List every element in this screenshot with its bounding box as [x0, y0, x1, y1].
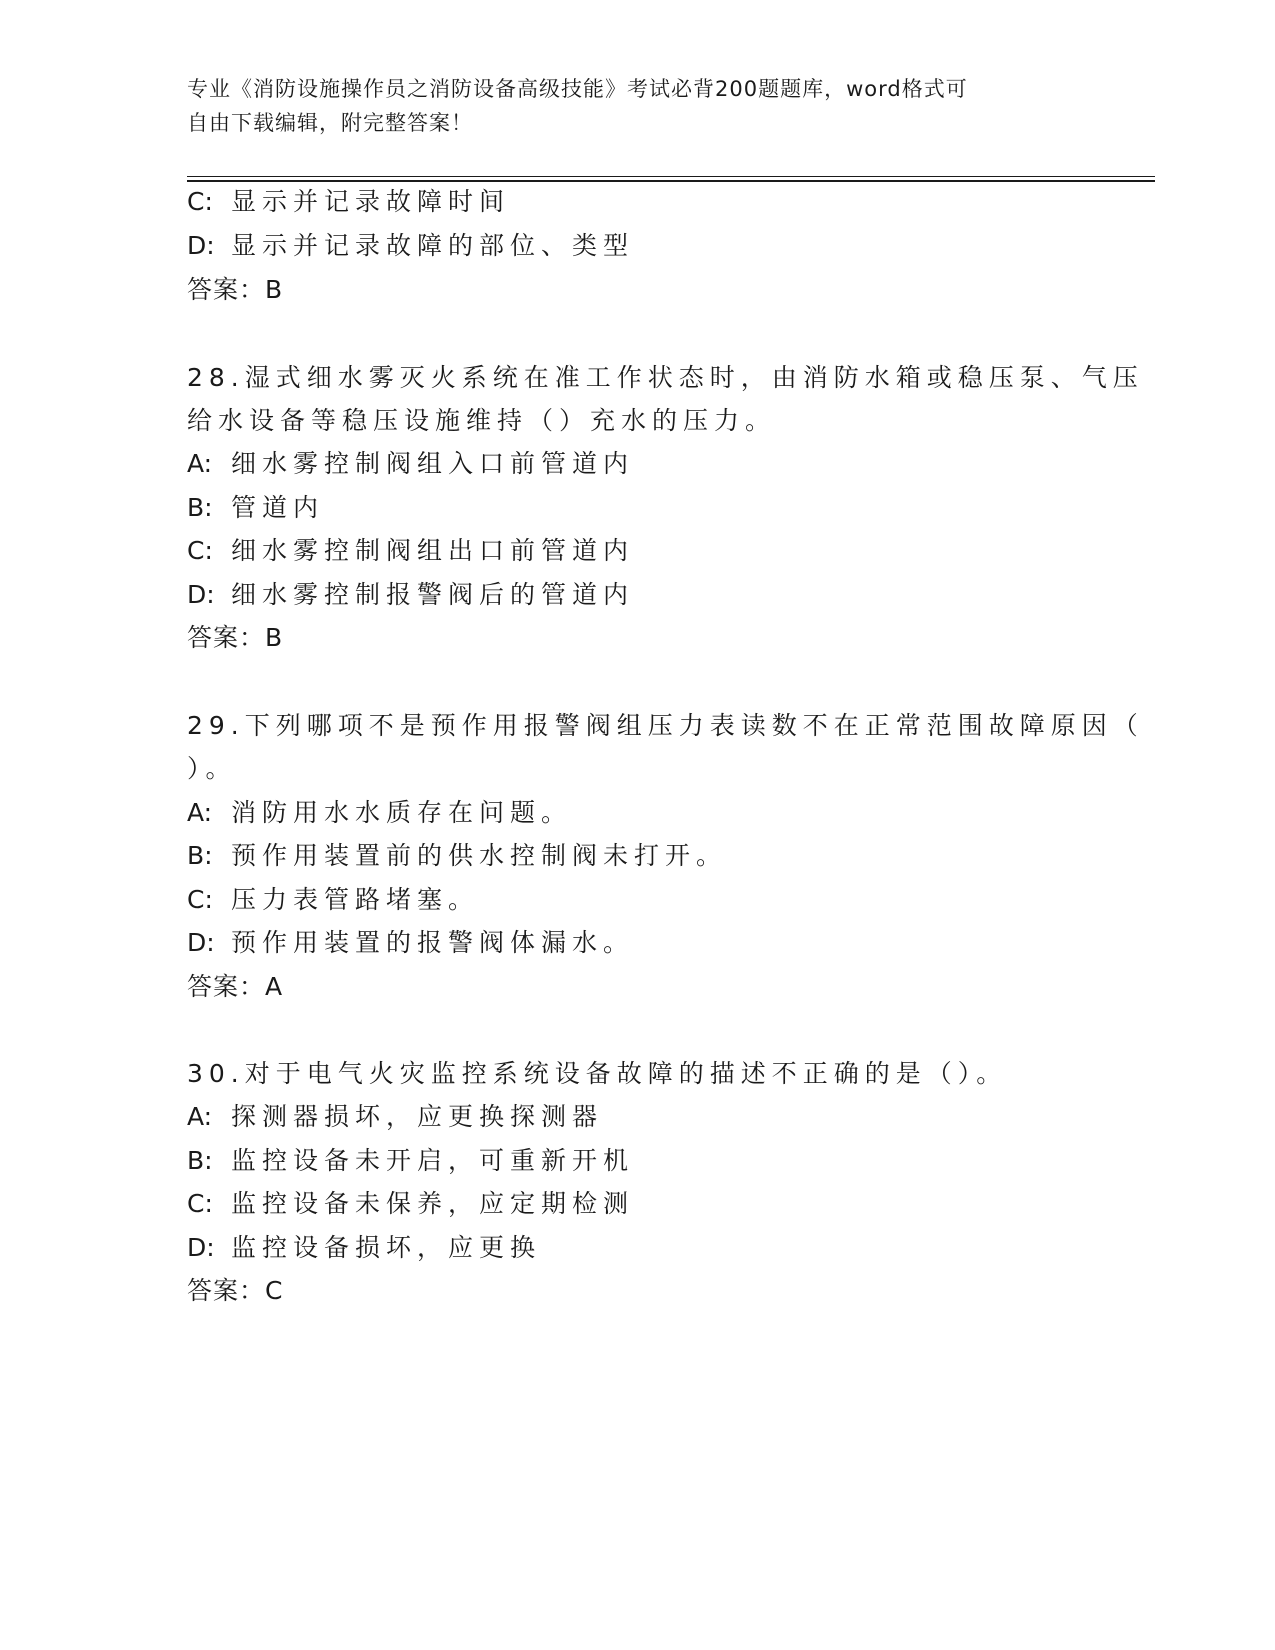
option-label: C:	[187, 536, 213, 565]
option-label: D:	[187, 580, 215, 609]
option-text: 消防用水水质存在问题。	[231, 798, 573, 827]
q29-stem-line-1: 29.下列哪项不是预作用报警阀组压力表读数不在正常范围故障原因（	[187, 711, 1144, 740]
option-label: B:	[187, 493, 213, 522]
option-label: D:	[187, 1233, 215, 1262]
q30-option-b	[187, 1145, 634, 1177]
q27-option-c	[187, 186, 510, 218]
q29-option-b	[187, 840, 727, 872]
option-text: 细水雾控制报警阀后的管道内	[231, 580, 635, 609]
q28-option-b	[187, 492, 324, 524]
q29-option-d	[187, 927, 634, 959]
option-label: C:	[187, 885, 213, 914]
q27-option-d	[187, 230, 634, 262]
option-label: C:	[187, 187, 213, 216]
q30-stem-line-1: 30.对于电气火灾监控系统设备故障的描述不正确的是（）。	[187, 1059, 1008, 1088]
q30-option-a	[187, 1101, 603, 1133]
q30-option-c	[187, 1188, 634, 1220]
option-text: 显示并记录故障时间	[231, 187, 511, 216]
option-label: B:	[187, 1146, 213, 1175]
q28-stem-line-2: 给水设备等稳压设施维持（）充水的压力。	[187, 406, 777, 435]
q29-option-a	[187, 797, 572, 829]
option-label: B:	[187, 841, 213, 870]
option-text: 预作用装置的报警阀体漏水。	[231, 928, 635, 957]
option-label: A:	[187, 449, 213, 478]
option-label: A:	[187, 1102, 213, 1131]
q27-answer: 答案：B	[187, 275, 284, 304]
option-label: A:	[187, 798, 213, 827]
q30-option-d	[187, 1232, 541, 1264]
option-text: 监控设备未开启，可重新开机	[231, 1146, 635, 1175]
option-text: 压力表管路堵塞。	[231, 885, 480, 914]
q28-stem-line-1: 28.湿式细水雾灭火系统在准工作状态时，由消防水箱或稳压泵、气压	[187, 363, 1144, 392]
option-text: 监控设备未保养，应定期检测	[231, 1189, 635, 1218]
option-text: 细水雾控制阀组出口前管道内	[231, 536, 635, 565]
option-text: 显示并记录故障的部位、类型	[231, 231, 635, 260]
option-text: 细水雾控制阀组入口前管道内	[231, 449, 635, 478]
option-label: D:	[187, 928, 215, 957]
option-label: D:	[187, 231, 215, 260]
q28-option-a	[187, 448, 634, 480]
option-text: 探测器损坏，应更换探测器	[231, 1102, 604, 1131]
header-line-2: 自由下载编辑，附完整答案！	[187, 111, 473, 135]
q28-answer: 答案：B	[187, 623, 284, 652]
header-line-1: 专业《消防设施操作员之消防设备高级技能》考试必背200题题库，word格式可	[187, 77, 968, 101]
q29-stem-line-2: ）。	[187, 754, 237, 783]
document-body	[187, 0, 1144, 1650]
q29-answer: 答案：A	[187, 972, 284, 1001]
q30-answer: 答案：C	[187, 1276, 284, 1305]
option-text: 管道内	[231, 493, 325, 522]
q28-option-c	[187, 535, 634, 567]
q29-option-c	[187, 884, 479, 916]
option-text: 预作用装置前的供水控制阀未打开。	[231, 841, 728, 870]
q28-option-d	[187, 579, 634, 611]
option-text: 监控设备损坏，应更换	[231, 1233, 542, 1262]
option-label: C:	[187, 1189, 213, 1218]
